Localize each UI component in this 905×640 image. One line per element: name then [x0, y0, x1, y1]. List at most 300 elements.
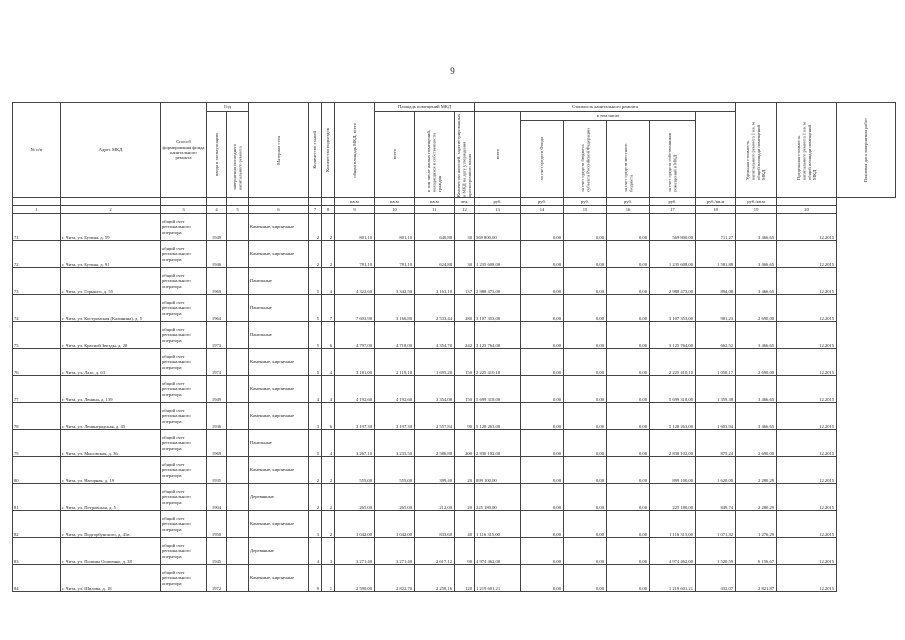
total-area-cell: 555,00 [335, 457, 375, 484]
cost-local-cell: 0,00 [607, 565, 650, 592]
cost-owners-cell: 4 974 462,00 [650, 538, 696, 565]
residents-cell: 280 [455, 295, 475, 322]
year-commission-cell: 1974 [207, 349, 227, 376]
cost-fund-cell: 0,00 [521, 403, 564, 430]
col-number: 9 [335, 206, 375, 214]
max-cost-cell: 3 466,65 [736, 241, 777, 268]
area-cell: 265,00 [375, 484, 415, 511]
unit-cell: руб. [650, 198, 696, 206]
method-cell: общий счет регионального оператора [161, 430, 207, 457]
col-number: 3 [161, 206, 207, 214]
year-commission-cell: 1949 [207, 214, 227, 241]
address-cell: г. Чита, ул. Бутина, д. 91 [61, 241, 161, 268]
private-area-cell: 2 617,12 [415, 538, 455, 565]
col-number: 15 [564, 206, 607, 214]
cost-fund-cell: 0,00 [521, 484, 564, 511]
deadline-cell: 12.2015 [777, 268, 837, 295]
method-cell: общий счет регионального оператора [161, 538, 207, 565]
unit-cost-cell: 1 071,32 [696, 511, 736, 538]
row-number: 80 [13, 457, 61, 484]
unit-cost-cell: 1 520,59 [696, 538, 736, 565]
method-cell: общий счет регионального оператора [161, 214, 207, 241]
material-cell: Каменные, кирпичные [249, 349, 309, 376]
cost-local-cell: 0,00 [607, 538, 650, 565]
cost-local-cell: 0,00 [607, 295, 650, 322]
max-cost-cell: 3 466,65 [736, 376, 777, 403]
address-cell: г. Чита, ул. Ленина, д. 139 [61, 376, 161, 403]
material-cell: Панельные [249, 268, 309, 295]
cost-total-cell: 569 800,00 [475, 214, 521, 241]
residents-cell: 242 [455, 322, 475, 349]
deadline-cell: 12.2015 [777, 349, 837, 376]
unit-cost-cell: 432,07 [696, 565, 736, 592]
cost-regional-cell: 0,00 [564, 349, 607, 376]
floors-cell: 5 [309, 322, 322, 349]
capital-repair-table [12, 102, 896, 592]
total-area-cell: 1 042,00 [335, 511, 375, 538]
private-area-cell: 640,88 [415, 214, 455, 241]
method-cell: общий счет регионального оператора [161, 268, 207, 295]
year-repair-cell [227, 511, 249, 538]
row-number: 76 [13, 349, 61, 376]
cost-fund-cell: 0,00 [521, 511, 564, 538]
residents-cell: 120 [455, 565, 475, 592]
residents-cell: 30 [455, 214, 475, 241]
cost-total-cell: 1 235 608,00 [475, 241, 521, 268]
residents-cell: 40 [455, 511, 475, 538]
entrances-cell: 4 [322, 268, 335, 295]
method-cell: общий счет регионального оператора [161, 511, 207, 538]
cost-owners-cell: 3 107 353,00 [650, 295, 696, 322]
address-cell: г. Чита, ул. Подгорбунского, д. 41в [61, 511, 161, 538]
max-cost-cell: 2 280,29 [736, 484, 777, 511]
private-area-cell: 212,00 [415, 484, 455, 511]
cost-total-cell: 2 830 102,00 [475, 430, 521, 457]
year-commission-cell: 1945 [207, 538, 227, 565]
cost-total-cell: 225 180,00 [475, 484, 521, 511]
year-commission-cell: 1972 [207, 565, 227, 592]
year-commission-cell: 1935 [207, 457, 227, 484]
material-cell: Панельные [249, 295, 309, 322]
max-cost-cell: 2 280,29 [736, 457, 777, 484]
header-cost-all: всего [475, 112, 521, 198]
page-number: 9 [450, 66, 455, 76]
header-cost-owners: за счет средств собственников помещений в МКД [650, 121, 696, 198]
area-cell: 3 271,40 [375, 538, 415, 565]
residents-cell: 150 [455, 376, 475, 403]
private-area-cell: 2 258,16 [415, 565, 455, 592]
unit-cost-cell: 875,24 [696, 430, 736, 457]
cost-local-cell: 0,00 [607, 430, 650, 457]
cost-total-cell: 1 116 315,00 [475, 511, 521, 538]
residents-cell: 200 [455, 430, 475, 457]
year-repair-cell [227, 430, 249, 457]
table-row [13, 457, 896, 484]
floors-cell: 5 [309, 295, 322, 322]
address-cell: г. Чита, ул. Лазо, д. 63 [61, 349, 161, 376]
address-cell: г. Чита, ул. Ленинградская, д. 45 [61, 403, 161, 430]
table-row [13, 484, 896, 511]
unit-cost-cell: 981,23 [696, 295, 736, 322]
entrances-cell: 4 [322, 349, 335, 376]
unit-cost-cell: 1 581,88 [696, 241, 736, 268]
row-number: 77 [13, 376, 61, 403]
unit-cell: чел. [455, 198, 475, 206]
cost-fund-cell: 0,00 [521, 295, 564, 322]
address-cell: г. Чита, ул. Полины Осипенко, д. 38 [61, 538, 161, 565]
floors-cell: 2 [309, 241, 322, 268]
cost-regional-cell: 0,00 [564, 295, 607, 322]
cost-regional-cell: 0,00 [564, 241, 607, 268]
header-year-commission: ввода в эксплуатацию [207, 112, 227, 198]
cost-fund-cell: 0,00 [521, 214, 564, 241]
col-number: 5 [227, 206, 249, 214]
cost-total-cell: 5 128 263,00 [475, 403, 521, 430]
header-cost-regional: за счет средств бюджета субъекта Российской Федерации [564, 121, 607, 198]
row-number: 78 [13, 403, 61, 430]
year-repair-cell [227, 322, 249, 349]
unit-cost-cell: 894,08 [696, 268, 736, 295]
entrances-cell: 4 [322, 376, 335, 403]
cost-total-cell: 1 219 601,21 [475, 565, 521, 592]
year-commission-cell: 1969 [207, 430, 227, 457]
cost-total-cell: 899 100,00 [475, 457, 521, 484]
private-area-cell: 624,88 [415, 241, 455, 268]
max-cost-cell: 2 821,87 [736, 565, 777, 592]
total-area-cell: 801,10 [335, 214, 375, 241]
cost-local-cell: 0,00 [607, 322, 650, 349]
deadline-cell: 12.2015 [777, 565, 837, 592]
unit-cell: руб./кв.м [696, 198, 736, 206]
header-total-area: общая площадь МКД, всего [335, 103, 375, 198]
header-method: Способ формирования фонда капитального ремонта [161, 103, 207, 198]
table-row [13, 376, 896, 403]
cost-fund-cell: 0,00 [521, 538, 564, 565]
deadline-cell: 12.2015 [777, 457, 837, 484]
area-cell: 3 342,50 [375, 268, 415, 295]
cost-local-cell: 0,00 [607, 268, 650, 295]
floors-cell: 4 [309, 376, 322, 403]
cost-total-cell: 3 125 764,00 [475, 322, 521, 349]
col-number: 6 [249, 206, 309, 214]
material-cell: Каменные, кирпичные [249, 403, 309, 430]
residents-cell: 30 [455, 241, 475, 268]
col-number: 16 [607, 206, 650, 214]
cost-owners-cell: 1 235 608,00 [650, 241, 696, 268]
floors-cell: 3 [309, 511, 322, 538]
year-repair-cell [227, 295, 249, 322]
year-commission-cell: 1969 [207, 268, 227, 295]
header-max-cost: Предельная стоимость капитального ремонта 1 кв. м общей площади помещений МКД [777, 103, 837, 198]
header-area-group: Площадь помещений МКД [375, 103, 475, 112]
entrances-cell: 2 [322, 484, 335, 511]
entrances-cell: 2 [322, 457, 335, 484]
material-cell: Деревянные [249, 538, 309, 565]
row-number: 75 [13, 322, 61, 349]
cost-local-cell: 0,00 [607, 457, 650, 484]
cost-fund-cell: 0,00 [521, 322, 564, 349]
row-number: 79 [13, 430, 61, 457]
header-cost-local: за счет средств местного бюджета [607, 121, 650, 198]
header-unit-cost: Удельная стоимость капитального ремонта 1 кв. м общей площади помещений МКД [736, 103, 777, 198]
col-number: 12 [455, 206, 475, 214]
deadline-cell: 12.2015 [777, 538, 837, 565]
area-cell: 2 119,10 [375, 349, 415, 376]
area-cell: 2 822,70 [375, 565, 415, 592]
header-entrances: Количество подъездов [322, 103, 335, 198]
private-area-cell: 399,40 [415, 457, 455, 484]
year-commission-cell: 1950 [207, 511, 227, 538]
material-cell: Каменные, кирпичные [249, 214, 309, 241]
header-deadline: Плановая дата завершения работ [837, 103, 896, 198]
max-cost-cell: 2 690,00 [736, 295, 777, 322]
table-row [13, 268, 896, 295]
year-repair-cell [227, 241, 249, 268]
row-number: 73 [13, 268, 61, 295]
cost-regional-cell: 0,00 [564, 268, 607, 295]
max-cost-cell: 3 466,65 [736, 268, 777, 295]
header-incl: в том числе [521, 112, 696, 121]
header-area-all: всего [375, 112, 415, 198]
address-cell: г. Чита, ул. Мысовская, д. 36 [61, 430, 161, 457]
max-cost-cell: 2 690,00 [736, 430, 777, 457]
total-area-cell: 3 197,30 [335, 403, 375, 430]
cost-regional-cell: 0,00 [564, 376, 607, 403]
cost-regional-cell: 0,00 [564, 457, 607, 484]
cost-local-cell: 0,00 [607, 376, 650, 403]
unit-cell: руб. [607, 198, 650, 206]
table-body [13, 214, 896, 592]
cost-regional-cell: 0,00 [564, 511, 607, 538]
floors-cell: 5 [309, 349, 322, 376]
max-cost-cell: 3 466,65 [736, 403, 777, 430]
row-number: 82 [13, 511, 61, 538]
private-area-cell: 4 354,70 [415, 322, 455, 349]
material-cell: Каменные, кирпичные [249, 511, 309, 538]
private-area-cell: 2 533,44 [415, 295, 455, 322]
year-repair-cell [227, 268, 249, 295]
deadline-cell: 12.2015 [777, 484, 837, 511]
header-cost-fund: за счет средств Фонда [521, 121, 564, 198]
row-number: 72 [13, 241, 61, 268]
header-floors: Количество этажей [309, 103, 322, 198]
cost-regional-cell: 0,00 [564, 484, 607, 511]
unit-cost-cell: 1 359,38 [696, 376, 736, 403]
residents-cell: 90 [455, 403, 475, 430]
method-cell: общий счет регионального оператора [161, 457, 207, 484]
unit-cost-cell: 1 620,00 [696, 457, 736, 484]
cost-owners-cell: 5 128 263,00 [650, 403, 696, 430]
col-number: 2 [61, 206, 161, 214]
private-area-cell: 2 557,84 [415, 403, 455, 430]
area-cell: 4 192,60 [375, 376, 415, 403]
private-area-cell: 2 586,80 [415, 430, 455, 457]
cost-regional-cell: 0,00 [564, 430, 607, 457]
col-number: 13 [475, 206, 521, 214]
year-repair-cell [227, 457, 249, 484]
area-cell: 3 166,80 [375, 295, 415, 322]
cost-fund-cell: 0,00 [521, 376, 564, 403]
cost-owners-cell: 569 800,00 [650, 214, 696, 241]
cost-owners-cell: 899 100,00 [650, 457, 696, 484]
entrances-cell: 6 [322, 403, 335, 430]
table-row [13, 322, 896, 349]
col-number: 10 [375, 206, 415, 214]
total-area-cell: 265,00 [335, 484, 375, 511]
cost-local-cell: 0,00 [607, 403, 650, 430]
year-commission-cell: 1946 [207, 241, 227, 268]
row-number: 81 [13, 484, 61, 511]
floors-cell: 2 [309, 214, 322, 241]
address-cell: г. Чита, ул. Бутина, д. 59 [61, 214, 161, 241]
cost-fund-cell: 0,00 [521, 565, 564, 592]
deadline-cell: 12.2015 [777, 322, 837, 349]
col-number: 4 [207, 206, 227, 214]
max-cost-cell: 3 466,65 [736, 322, 777, 349]
private-area-cell: 3 163,10 [415, 268, 455, 295]
header-year: Год [207, 103, 249, 112]
cost-regional-cell: 0,00 [564, 565, 607, 592]
col-number: 14 [521, 206, 564, 214]
private-area-cell: 833,60 [415, 511, 455, 538]
material-cell: Каменные, кирпичные [249, 457, 309, 484]
total-area-cell: 3 271,40 [335, 538, 375, 565]
cost-local-cell: 0,00 [607, 214, 650, 241]
deadline-cell: 12.2015 [777, 511, 837, 538]
table-row [13, 565, 896, 592]
deadline-cell: 12.2015 [777, 214, 837, 241]
cost-fund-cell: 0,00 [521, 430, 564, 457]
cost-owners-cell: 2 988 473,00 [650, 268, 696, 295]
year-repair-cell [227, 376, 249, 403]
address-cell: г. Чита, ул. Красной Звезды, д. 20 [61, 322, 161, 349]
col-number: 17 [650, 206, 696, 214]
cost-regional-cell: 0,00 [564, 214, 607, 241]
floors-cell: 4 [309, 538, 322, 565]
total-area-cell: 7 603,90 [335, 295, 375, 322]
header-year-repair: завершения последнего капитального ремонта [227, 112, 249, 198]
deadline-cell: 12.2015 [777, 430, 837, 457]
residents-cell: 137 [455, 268, 475, 295]
year-commission-cell: 1949 [207, 376, 227, 403]
material-cell: Каменные, кирпичные [249, 565, 309, 592]
unit-cell: руб. [521, 198, 564, 206]
address-cell: г. Чита, ул. Горького, д. 55 [61, 268, 161, 295]
year-repair-cell [227, 565, 249, 592]
unit-cost-cell: 1 603,94 [696, 403, 736, 430]
method-cell: общий счет регионального оператора [161, 295, 207, 322]
unit-cost-cell: 662,52 [696, 322, 736, 349]
year-commission-cell: 1973 [207, 322, 227, 349]
material-cell: Деревянные [249, 484, 309, 511]
cost-owners-cell: 1 116 315,00 [650, 511, 696, 538]
cost-owners-cell: 2 830 102,00 [650, 430, 696, 457]
residents-cell: 150 [455, 349, 475, 376]
floors-cell: 9 [309, 565, 322, 592]
cost-owners-cell: 2 225 410,10 [650, 349, 696, 376]
table-row [13, 349, 896, 376]
total-area-cell: 781,10 [335, 241, 375, 268]
unit-cell: кв.м [335, 198, 375, 206]
cost-owners-cell: 3 125 764,00 [650, 322, 696, 349]
area-cell: 801,10 [375, 214, 415, 241]
cost-local-cell: 0,00 [607, 349, 650, 376]
deadline-cell: 12.2015 [777, 403, 837, 430]
floors-cell: 5 [309, 430, 322, 457]
max-cost-cell: 1 276,29 [736, 511, 777, 538]
table-row [13, 511, 896, 538]
total-area-cell: 4 192,60 [335, 376, 375, 403]
col-number: 7 [309, 206, 322, 214]
unit-cell: руб. [564, 198, 607, 206]
floors-cell: 3 [309, 403, 322, 430]
cost-fund-cell: 0,00 [521, 349, 564, 376]
area-cell: 4 718,00 [375, 322, 415, 349]
deadline-cell: 12.2015 [777, 376, 837, 403]
cost-fund-cell: 0,00 [521, 241, 564, 268]
entrances-cell: 7 [322, 295, 335, 322]
table-row [13, 430, 896, 457]
area-cell: 555,00 [375, 457, 415, 484]
cost-owners-cell: 225 180,00 [650, 484, 696, 511]
max-cost-cell: 2 690,00 [736, 349, 777, 376]
column-numbers-row [13, 206, 896, 214]
header-num: № п/п [13, 103, 61, 198]
total-area-cell: 4 322,60 [335, 268, 375, 295]
residents-cell: 20 [455, 484, 475, 511]
cost-regional-cell: 0,00 [564, 538, 607, 565]
col-number: 1 [13, 206, 61, 214]
floors-cell: 2 [309, 457, 322, 484]
area-cell: 781,10 [375, 241, 415, 268]
header-material: Материал стен [249, 103, 309, 198]
residents-cell: 20 [455, 457, 475, 484]
col-number: 20 [777, 206, 837, 214]
method-cell: общий счет регионального оператора [161, 376, 207, 403]
year-repair-cell [227, 214, 249, 241]
method-cell: общий счет регионального оператора [161, 403, 207, 430]
year-commission-cell: 1904 [207, 484, 227, 511]
table-header [13, 103, 896, 214]
table-row [13, 403, 896, 430]
table-row [13, 295, 896, 322]
entrances-cell: 3 [322, 538, 335, 565]
cost-total-cell: 4 974 462,00 [475, 538, 521, 565]
year-commission-cell: 1936 [207, 403, 227, 430]
row-number: 84 [13, 565, 61, 592]
row-number: 83 [13, 538, 61, 565]
unit-cost-cell: 1 050,17 [696, 349, 736, 376]
cost-local-cell: 0,00 [607, 241, 650, 268]
residents-cell: 90 [455, 538, 475, 565]
entrances-cell: 6 [322, 322, 335, 349]
material-cell: Каменные, кирпичные [249, 241, 309, 268]
method-cell: общий счет регионального оператора [161, 241, 207, 268]
col-number: 11 [415, 206, 455, 214]
unit-cell: руб. [475, 198, 521, 206]
address-cell: г. Чита, ул. Нагорная, д. 19 [61, 457, 161, 484]
cost-owners-cell: 5 699 318,00 [650, 376, 696, 403]
entrances-cell: 4 [322, 430, 335, 457]
table-row [13, 214, 896, 241]
floors-cell: 2 [309, 484, 322, 511]
method-cell: общий счет регионального оператора [161, 484, 207, 511]
header-residents: Количество жителей, зарегистрированных в МКД на дату утверждения краткосрочного плана [455, 112, 475, 198]
header-address: Адрес МКД [61, 103, 161, 198]
deadline-cell: 12.2015 [777, 241, 837, 268]
row-number: 74 [13, 295, 61, 322]
year-repair-cell [227, 484, 249, 511]
